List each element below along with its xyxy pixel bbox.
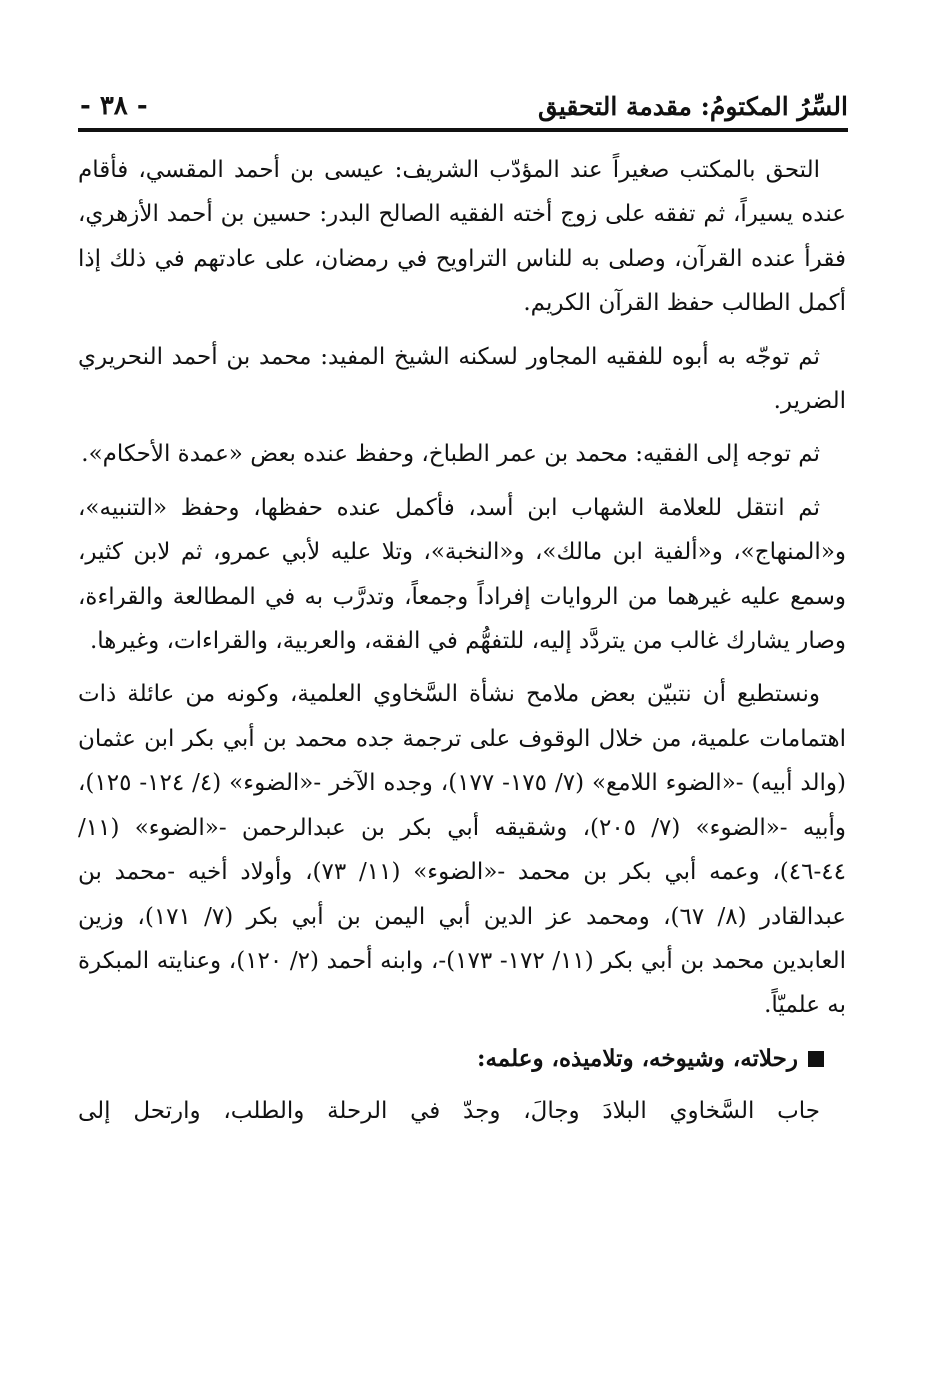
paragraph: ثم انتقل للعلامة الشهاب ابن أسد، فأكمل عنده حفظها، وحفظ «التنبيه»، و«المنهاج»، و«ألفية ابن مالك»، و«النخبة»، وتلا عليه لأبي عمرو، ثم لابن كثير، وسمع عليه غيرهما من الروايات إفراداً وجمعاً، وتدرَّب به في المطالعة والقراءة، وصار يشارك غالب من يتردَّد إليه، للتفهُّم في الفقه، والعربية، والقراءات، وغيرها.	[78, 494, 846, 655]
running-title: السِّرُ المكتومُ: مقدمة التحقيق	[538, 91, 848, 121]
paragraph: التحق بالمكتب صغيراً عند المؤدّب الشريف: عيسى بن أحمد المقسي، فأقام عنده يسيراً، ثم تفقه على زوج أخته الفقيه الصالح البدر: حسين بن أحمد الأزهري، فقرأ عنده القرآن، وصلى به للناس التراويح في رمضان، على عادتهم في ذلك إذا أكمل الطالب حفظ القرآن الكريم.	[78, 157, 846, 317]
section-first-line: جاب السَّخاوي البلادَ وجالَ، وجدّ في الرحلة والطلب، وارتحل إلى	[78, 1098, 820, 1125]
page-number: - ٣٨ -	[80, 91, 148, 121]
black-square-icon	[808, 1051, 824, 1067]
page-header	[80, 86, 848, 126]
section-heading-text: رحلاته، وشيوخه، وتلاميذه، وعلمه:	[476, 1044, 798, 1072]
paragraph: ونستطيع أن نتبيّن بعض ملامح نشأة السَّخاوي العلمية، وكونه من عائلة ذات اهتمامات علمية، من خلال الوقوف على ترجمة جده محمد بن أبي بكر ابن عثمان (والد أبيه) -«الضوء اللامع» (٧/ ١٧٥- ١٧٧)، وجده الآخر -«الضوء» (٤/ ١٢٤- ١٢٥)، وأبيه -«الضوء» (٧/ ٢٠٥)، وشقيقه أبي بكر بن عبدالرحمن -«الضوء» (١١/ ٤٤-٤٦)، وعمه أبي بكر بن محمد -«الضوء» (١١/ ٧٣)، وأولاد أخيه -محمد بن عبدالقادر (٨/ ٦٧)، ومحمد عز الدين أبي اليمن بن أبي بكر (٧/ ١٧١)، وزين العابدين محمد بن أبي بكر (١١/ ١٧٢- ١٧٣)-، وابنه أحمد (٢/ ١٢٠)، وعنايته المبكرة به علميّاً.	[78, 681, 847, 1019]
paragraph: ثم توجّه به أبوه للفقيه المجاور لسكنه الشيخ المفيد: محمد بن أحمد النحريري الضرير.	[78, 343, 846, 415]
header-rule	[78, 128, 848, 132]
paragraph: ثم توجه إلى الفقيه: محمد بن عمر الطباخ، وحفظ عنده بعض «عمدة الأحكام».	[81, 441, 820, 468]
page-body	[78, 148, 846, 1143]
section-heading	[78, 1037, 846, 1081]
